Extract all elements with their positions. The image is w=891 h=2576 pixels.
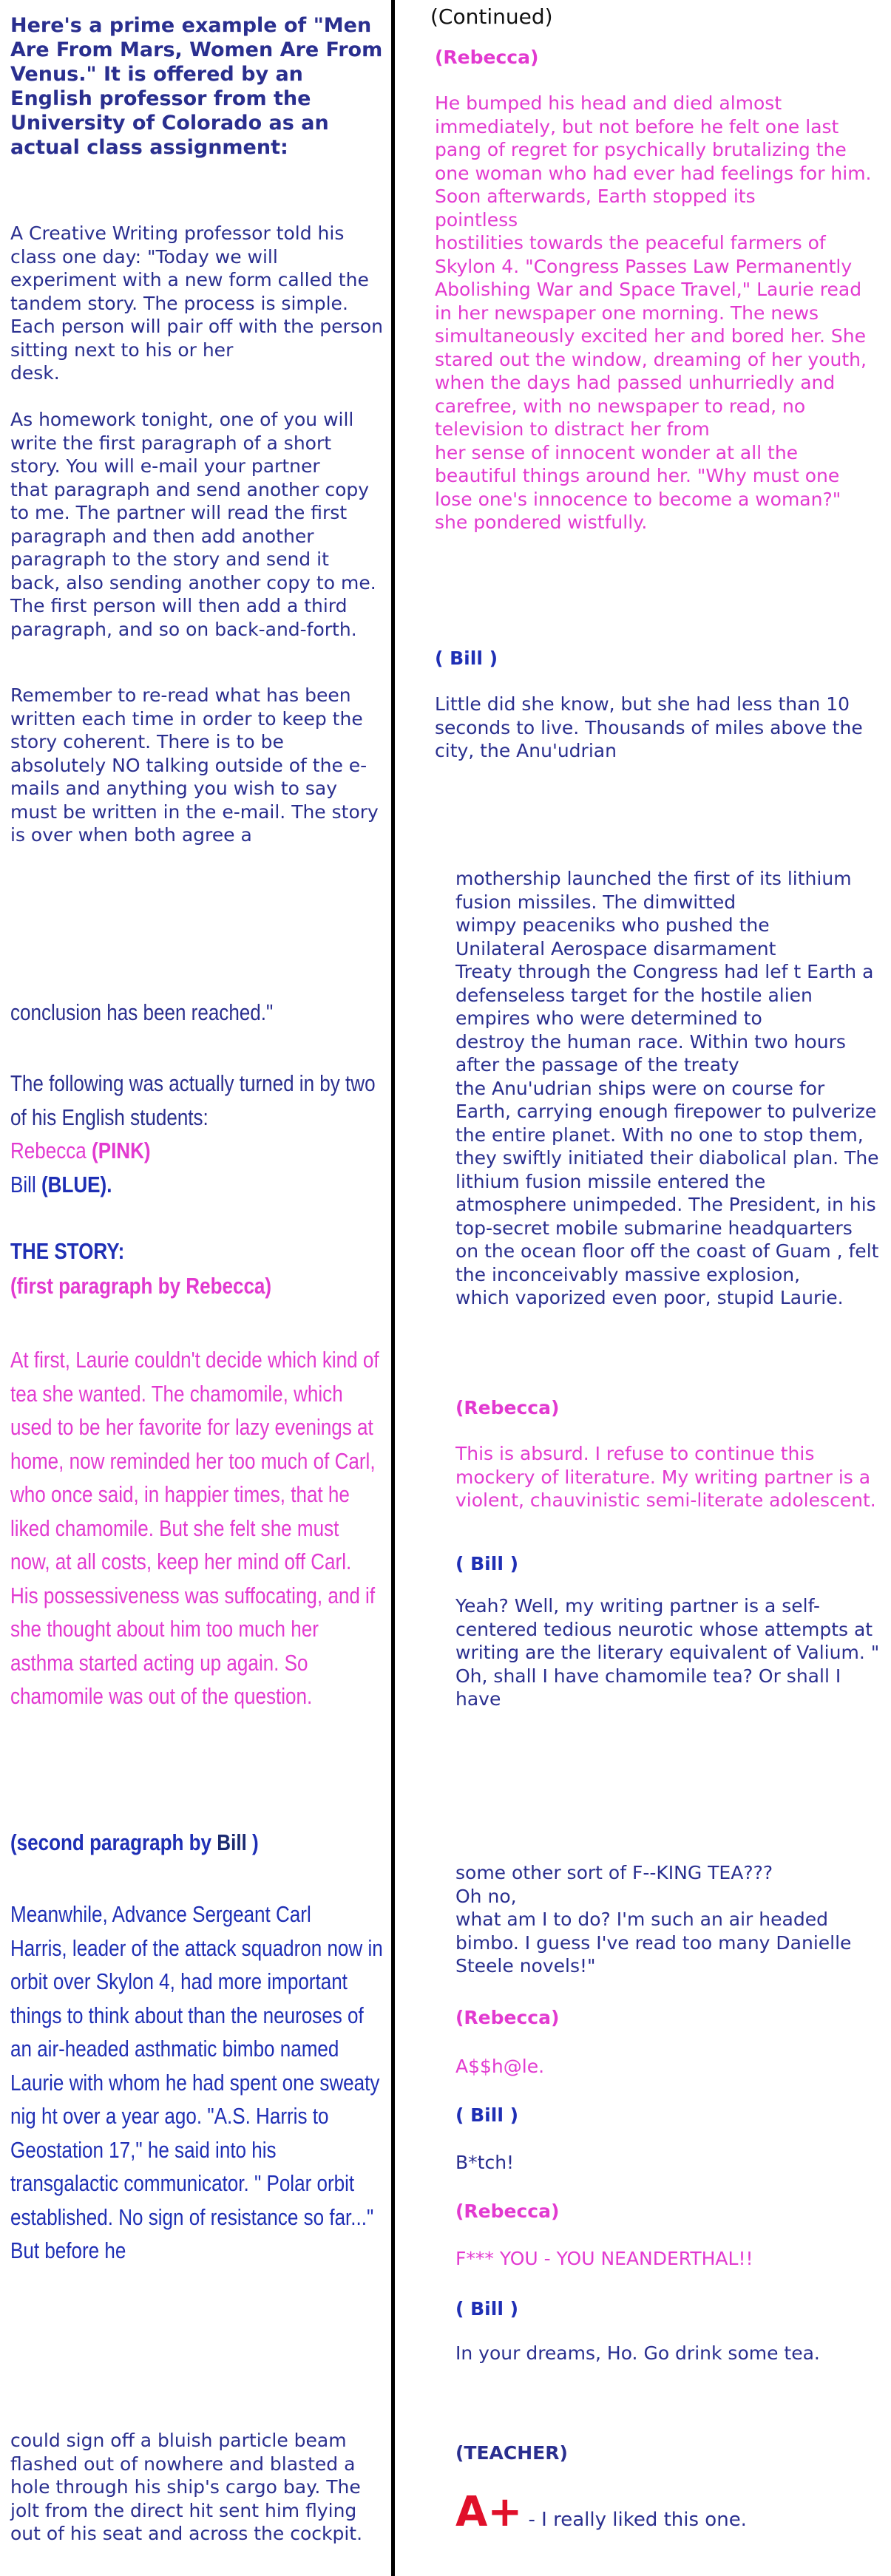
left-column bbox=[0, 0, 395, 2576]
teacher-grade-line bbox=[455, 2488, 881, 2536]
first-paragraph: At first, Laurie couldn't decide which kind of tea she wanted. The chamomile, which used to be her favorite for lazy evenings at home, now reminded her too much of Carl, who once said, in happier times, that he liked chamomile. But she felt she must now, at all costs, keep her mind off Carl. His possessiveness was suffocating, and if she thought about him too much her asthma started acting up again. So chamomile was out of the question. bbox=[10, 1347, 379, 1709]
bill-heading-1: ( Bill ) bbox=[435, 648, 498, 669]
second-heading-a: (second paragraph by bbox=[10, 1829, 217, 1855]
teacher-comment: - I really liked this one. bbox=[522, 2509, 747, 2531]
bill-name: Bill bbox=[10, 1171, 36, 1197]
rebecca-heading-3: (Rebecca) bbox=[455, 2007, 560, 2028]
rebecca-paragraph-1: He bumped his head and died almost immediately, but not before he felt one last pang of regret for psychically brutalizing the one woman who had ever had feelings for him. Soon afterwards, Earth stopped its pointless hostilities towards the peaceful farmers of Skylon 4. "Congress Passes Law Permanently Abolishing War and Space Travel," Laurie read in her newspaper one morning. The news simultaneously excited her and bored her. She stared out the window, dreaming of her youth, when the days had passed unhurriedly and carefree, with no newspaper to read, no television to distract her from her sense of innocent wonder at all the beautiful things around her. "Why must one lose one's innocence to become a woman?" she pondered wistfully. bbox=[435, 92, 872, 533]
rebecca-paragraph-4: F*** YOU - YOU NEANDERTHAL!! bbox=[455, 2248, 753, 2269]
continued-label: (Continued) bbox=[430, 4, 553, 29]
grade-a-plus: A+ bbox=[455, 2488, 523, 2536]
teacher-heading: (TEACHER) bbox=[455, 2442, 568, 2464]
bill-heading-4: ( Bill ) bbox=[455, 2298, 519, 2320]
bill-paragraph-1: Little did she know, but she had less than 10 seconds to live. Thousands of miles above the city, the Anu'udrian bbox=[435, 693, 863, 761]
bill-paragraph-1-continued: mothership launched the first of its lithium fusion missiles. The dimwitted wimpy peaceniks who pushed the Unilateral Aerospace disarmament Treaty through the Congress had lef t Earth a defenseless target for the hostile alien empires who were determined to destroy the human race. Within two hours after the passage of the treaty the Anu'udrian ships were on course for Earth, carrying enough firepower to pulverize the entire planet. With no one to stop them, they swiftly initiated their diabolical plan. The lithium fusion missile entered the atmosphere unimpeded. The President, in his top-secret mobile submarine headquarters on the ocean floor off the coast of Guam , felt the inconceivably massive explosion, which vaporized even poor, stupid Laurie. bbox=[455, 868, 879, 1308]
second-paragraph-heading bbox=[10, 1826, 383, 1860]
bill-color: (BLUE). bbox=[41, 1171, 112, 1197]
students-intro-text: The following was actually turned in by two of his English students: bbox=[10, 1070, 376, 1130]
students-intro bbox=[10, 1067, 383, 1201]
second-heading-bill: Bill bbox=[217, 1829, 247, 1855]
second-paragraph: Meanwhile, Advance Sergeant Carl Harris, leader of the attack squadron now in orbit over Skylon 4, had more important things to think about than the neuroses of an air-headed asthmatic bimbo named Laurie with whom he had spent one sweaty nig ht over a year ago. "A.S. Harris to Geostation 17," he said into his transgalactic communicator. " Polar orbit established. No sign of resistance so far..." But before he bbox=[10, 1901, 383, 2263]
bill-paragraph-4: In your dreams, Ho. Go drink some tea. bbox=[455, 2342, 820, 2364]
second-paragraph-tail: could sign off a bluish particle beam flashed out of nowhere and blasted a hole through his ship's cargo bay. The jolt from the direct hit sent him flying out of his seat and across the cockpit. bbox=[10, 2430, 363, 2544]
rebecca-heading-4: (Rebecca) bbox=[455, 2201, 560, 2222]
assignment-paragraph-4: conclusion has been reached." bbox=[10, 999, 274, 1025]
intro-heading: Here's a prime example of "Men Are From Mars, Women Are From Venus." It is offered by an English professor from the University of Colorado as an actual class assignment: bbox=[10, 14, 383, 159]
bill-heading-2: ( Bill ) bbox=[455, 1553, 519, 1574]
rebecca-color: (PINK) bbox=[92, 1138, 151, 1163]
rebecca-heading-1: (Rebecca) bbox=[435, 47, 539, 68]
assignment-paragraph-2: As homework tonight, one of you will write the first paragraph of a short story. You will e-mail your partner that paragraph and send another copy to me. The partner will read the first paragraph and then add another paragraph to the story and send it back, also sending another copy to me. The first person will then add a third paragraph, and so on back-and-forth. bbox=[10, 409, 376, 640]
assignment-paragraph-1: A Creative Writing professor told his class one day: "Today we will experiment with a new form called the tandem story. The process is simple. Each person will pair off with the person sitting next to his or her desk. bbox=[10, 222, 384, 384]
bill-paragraph-2: Yeah? Well, my writing partner is a self-centered tedious neurotic whose attempts at writing are the literary equivalent of Valium. " Oh, shall I have chamomile tea? Or shall I have bbox=[455, 1595, 880, 1710]
rebecca-paragraph-2: This is absurd. I refuse to continue this mockery of literature. My writing partner is a violent, chauvinistic semi-literate adolescent. bbox=[455, 1443, 876, 1511]
rebecca-heading-2: (Rebecca) bbox=[455, 1397, 560, 1418]
first-paragraph-heading: (first paragraph by Rebecca) bbox=[10, 1273, 272, 1299]
rebecca-name: Rebecca bbox=[10, 1138, 87, 1163]
bill-paragraph-3: B*tch! bbox=[455, 2152, 515, 2173]
assignment-paragraph-3: Remember to re-read what has been written each time in order to keep the story coherent. There is to be absolutely NO talking outside of the e-mails and anything you wish to say must be written in the e-mail. The story is over when both agree a bbox=[10, 684, 379, 846]
bill-paragraph-2-continued: some other sort of F--KING TEA??? Oh no, what am I to do? I'm such an air headed bimbo. I guess I've read too many Danielle Steele novels!" bbox=[455, 1862, 852, 1977]
rebecca-paragraph-3: A$$h@le. bbox=[455, 2056, 545, 2077]
second-heading-b: ) bbox=[246, 1829, 259, 1855]
bill-heading-3: ( Bill ) bbox=[455, 2104, 519, 2126]
right-column bbox=[395, 0, 891, 2576]
story-heading: THE STORY: bbox=[10, 1238, 125, 1264]
